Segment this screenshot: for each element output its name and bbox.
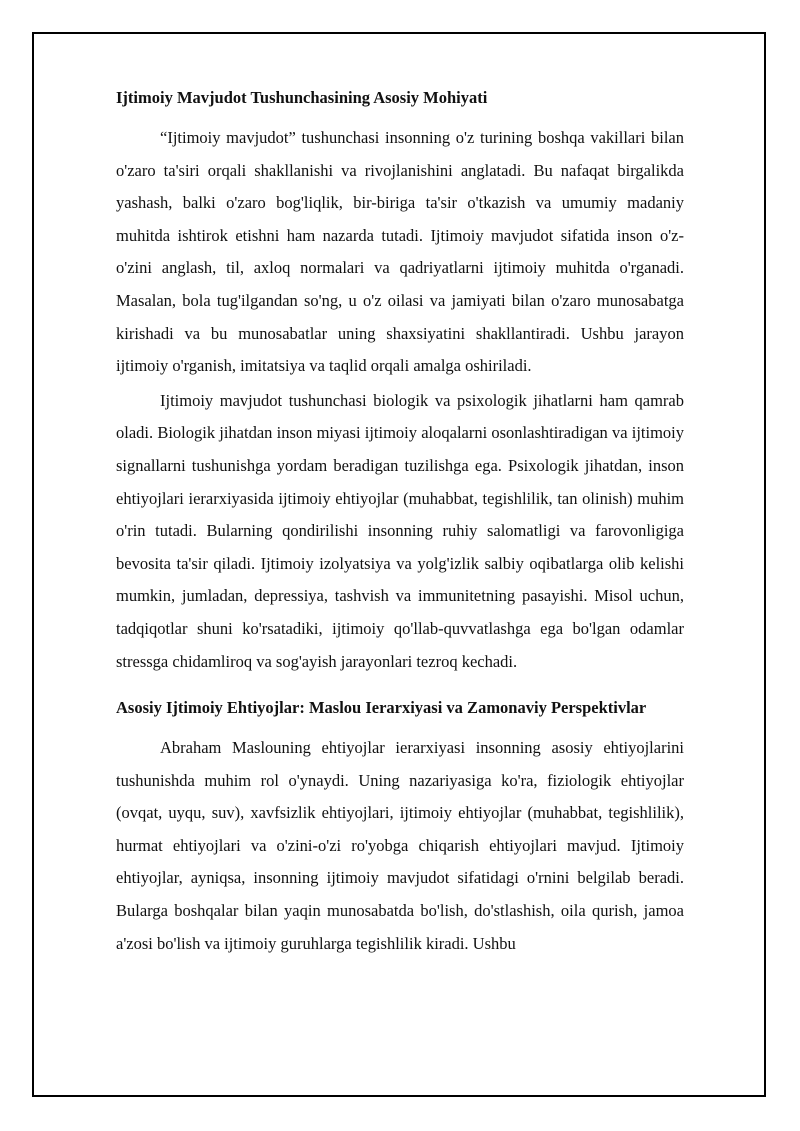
paragraph: “Ijtimoiy mavjudot” tushunchasi insonning o'z turining boshqa vakillari bilan o'zaro ta'siri orqali shakllanishi va rivojlanishini anglatadi. Bu nafaqat birgalikda yashash, balki o'zaro bog'liqlik, bir-biriga ta'sir o'tkazish va umumiy madaniy muhitda ishtirok etishni ham nazarda tutadi. Ijtimoiy mavjudot sifatida inson o'z-o'zini anglash, til, axloq normalari va qadriyatlarni ijtimoiy muhitda o'rganadi. Masalan, bola tug'ilgandan so'ng, u o'z oilasi va jamiyati bilan o'zaro munosabatga kirishadi va bu munosabatlar uning shaxsiyatini shakllantiradi. Ushbu jarayon ijtimoiy o'rganish, imitatsiya va taqlid orqali amalga oshiriladi. bbox=[116, 128, 684, 376]
document-body bbox=[116, 86, 684, 962]
paragraph: Ijtimoiy mavjudot tushunchasi biologik va psixologik jihatlarni ham qamrab oladi. Biologik jihatdan inson miyasi ijtimoiy aloqalarni osonlashtiradigan va ijtimoiy signallarni tushunishga yordam beradigan tuzilishga ega. Psixologik jihatdan, inson ehtiyojlari ierarxiyasida ijtimoiy ehtiyojlar (muhabbat, tegishlilik, tan olinish) muhim o'rin tutadi. Bularning qondirilishi insonning ruhiy salomatligi va farovonligiga bevosita ta'sir qiladi. Ijtimoiy izolyatsiya va yolg'izlik salbiy oqibatlarga olib kelishi mumkin, jumladan, depressiya, tashvish va immunitetning pasayishi. Misol uchun, tadqiqotlar shuni ko'rsatadiki, ijtimoiy qo'llab-quvvatlashga ega bo'lgan odamlar stressga chidamliroq va sog'ayish jarayonlari tezroq kechadi. bbox=[116, 390, 684, 671]
section-heading: Asosiy Ijtimoiy Ehtiyojlar: Maslou Ierarxiyasi va Zamonaviy Perspektivlar bbox=[116, 698, 647, 718]
paragraph: Abraham Maslouning ehtiyojlar ierarxiyasi insonning asosiy ehtiyojlarini tushunishda muhim rol o'ynaydi. Uning nazariyasiga ko'ra, fiziologik ehtiyojlar (ovqat, uyqu, suv), xavfsizlik ehtiyojlari, ijtimoiy ehtiyojlar (muhabbat, tegishlilik), hurmat ehtiyojlari va o'zini-o'zi ro'yobga chiqarish ehtiyojlari mavjud. Ijtimoiy ehtiyojlar, ayniqsa, insonning ijtimoiy mavjudot sifatidagi o'rnini belgilab beradi. Bularga boshqalar bilan yaqin munosabatda bo'lish, do'stlashish, oila qurish, jamoa a'zosi bo'lish va ijtimoiy guruhlarga tegishlilik kiradi. Ushbu bbox=[116, 738, 684, 953]
section-heading: Ijtimoiy Mavjudot Tushunchasining Asosiy Mohiyati bbox=[116, 88, 488, 107]
